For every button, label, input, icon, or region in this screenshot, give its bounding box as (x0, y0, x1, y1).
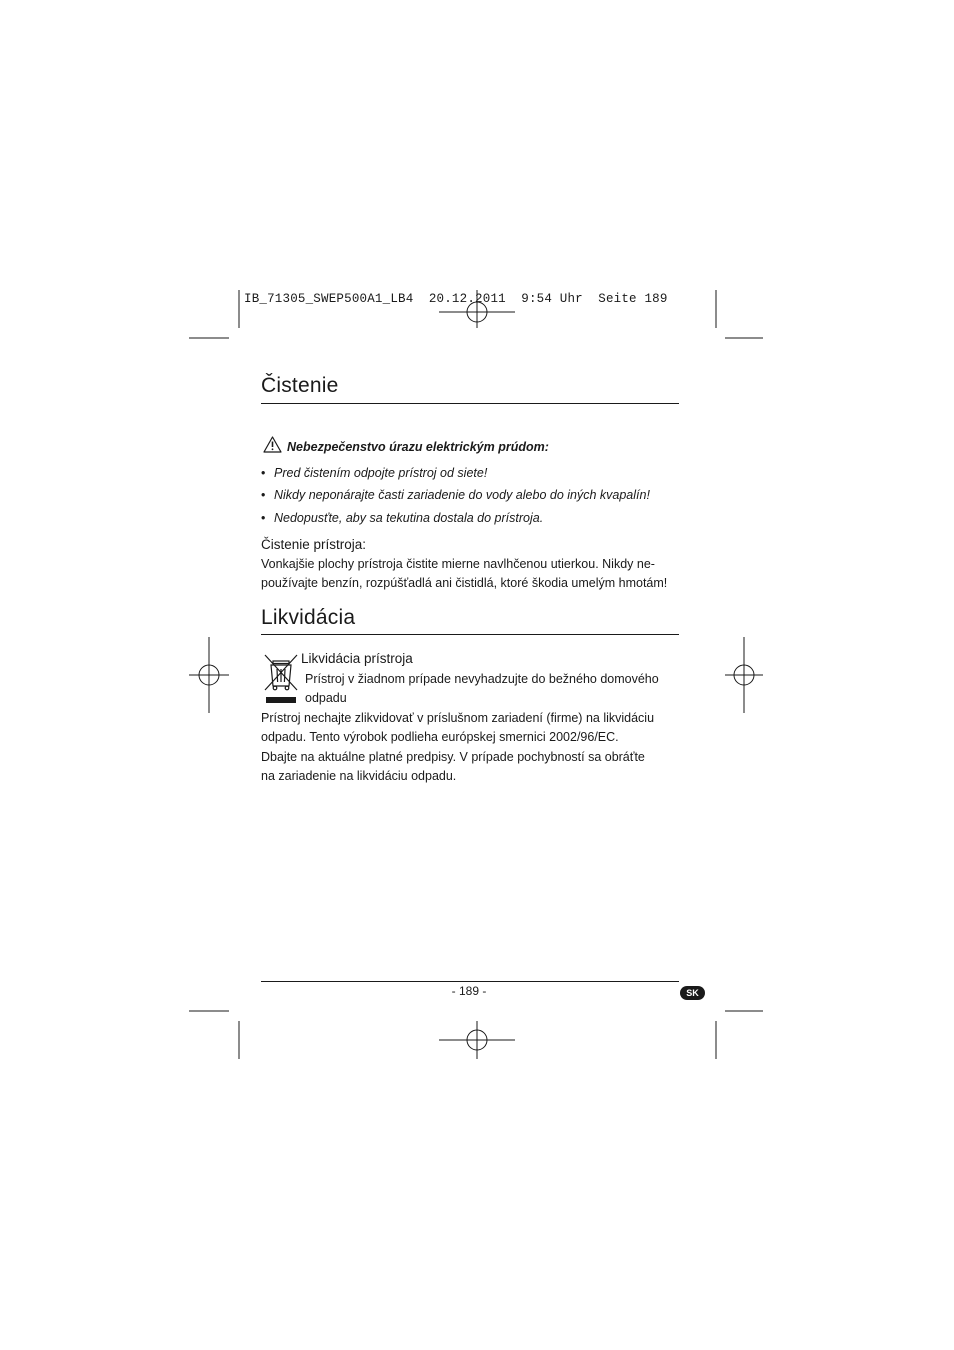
section-title-cleaning: Čistenie (261, 374, 339, 397)
page-number: - 189 - (451, 984, 487, 998)
disposal-paragraph: Prístroj nechajte zlikvidovať v príslušnom zariadení (firme) na likvidáciu odpadu. Tento výrobok podlieha európskej smernici 2002/96/EC. Dbajte na aktuálne platné predpisy. V prípade pochybností sa obráťte na zariadenie na likvidáciu odpadu. (261, 711, 655, 783)
disposal-intro: Prístroj v žiadnom prípade nevyhadzujte do bežného domového odpadu (305, 672, 659, 706)
list-item: • Pred čistením odpojte prístroj od siete! (261, 466, 488, 480)
language-badge: SK (680, 986, 705, 1000)
print-slug-line: IB_71305_SWEP500A1_LB4 20.12.2011 9:54 Uhr Seite 189 (244, 292, 668, 306)
subheading-device-cleaning: Čistenie prístroja: (261, 537, 367, 552)
list-item: • Nedopusťte, aby sa tekutina dostala do prístroja. (261, 510, 544, 525)
list-item: • Nikdy neponárajte časti zariadenie do vody alebo do iných kvapalín! (261, 488, 650, 503)
safety-bullet-list (261, 462, 650, 529)
section-rule (261, 403, 679, 404)
section-rule (261, 634, 679, 635)
cleaning-paragraph: Vonkajšie plochy prístroja čistite mierne navlhčenou utierkou. Nikdy ne- používajte benzín, rozpúšťadlá ani čistidlá, ktoré škodia umelým hmotám! (261, 557, 668, 591)
warning-triangle-icon (263, 436, 282, 458)
footer-rule (261, 981, 679, 982)
section-title-disposal: Likvidácia (261, 606, 356, 629)
crossed-bin-icon (263, 652, 301, 711)
subheading-device-disposal: Likvidácia prístroja (301, 651, 413, 666)
warning-title: Nebezpečenstvo úrazu elektrickým prúdom: (287, 440, 549, 454)
